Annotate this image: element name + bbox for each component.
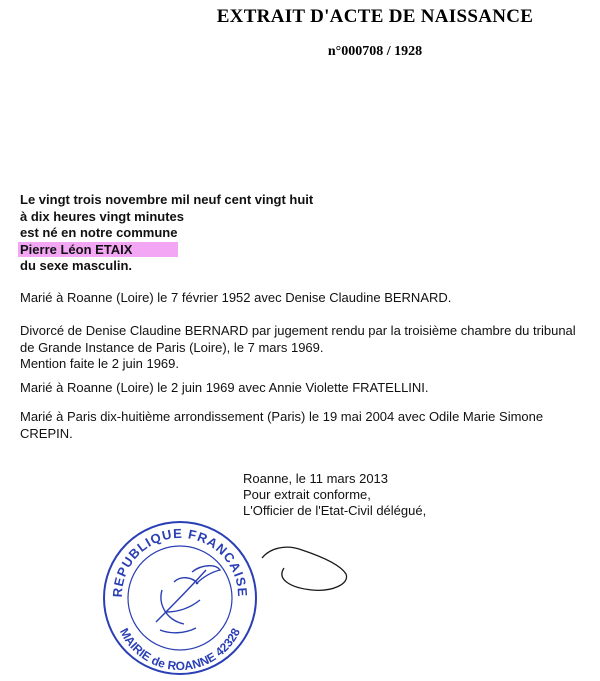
signature-place-date: Roanne, le 11 mars 2013 (243, 471, 389, 486)
birth-place-line: est né en notre commune (20, 225, 178, 240)
official-stamp (100, 512, 260, 678)
handwritten-signature (258, 540, 354, 596)
mention-marriage-2004: Marié à Paris dix-huitième arrondissement (Paris) le 19 mai 2004 avec Odile Marie Simone CREPIN. (20, 409, 544, 441)
mention-marriage-1969: Marié à Roanne (Loire) le 2 juin 1969 avec Annie Violette FRATELLINI. (20, 380, 429, 395)
stamp-top-text: REPUBLIQUE FRANCAISE (109, 525, 251, 598)
stamp-bottom-text: MAIRIE de ROANNE 42328 (116, 625, 244, 674)
birth-time-line: à dix heures vingt minutes (20, 208, 184, 224)
mention-divorce-note: Mention faite le 2 juin 1969. (20, 356, 179, 371)
birth-date-line: Le vingt trois novembre mil neuf cent vingt huit (20, 192, 314, 207)
mention-divorce (20, 323, 590, 373)
mention-marriage-1952: Marié à Roanne (Loire) le 7 février 1952 avec Denise Claudine BERNARD. (20, 290, 452, 305)
birth-declaration (20, 192, 313, 275)
stamp-emblem-icon (156, 566, 220, 633)
child-sex: du sexe masculin. (20, 258, 132, 273)
signature-conformity: Pour extrait conforme, (243, 487, 371, 502)
child-name: Pierre Léon ETAIX (18, 242, 178, 257)
document-title: EXTRAIT D'ACTE DE NAISSANCE (216, 6, 534, 27)
signature-officer: L'Officier de l'Etat-Civil délégué, (243, 503, 427, 518)
svg-text:REPUBLIQUE FRANCAISE (110, 526, 250, 598)
signature-block (243, 471, 426, 519)
mention-divorce-text: Divorcé de Denise Claudine BERNARD par jugement rendu par la troisième chambre du tribunal de Grande Instance de Paris (Loire), le 7 mars 1969. (20, 323, 576, 355)
act-number: n°000708 / 1928 (327, 44, 423, 59)
